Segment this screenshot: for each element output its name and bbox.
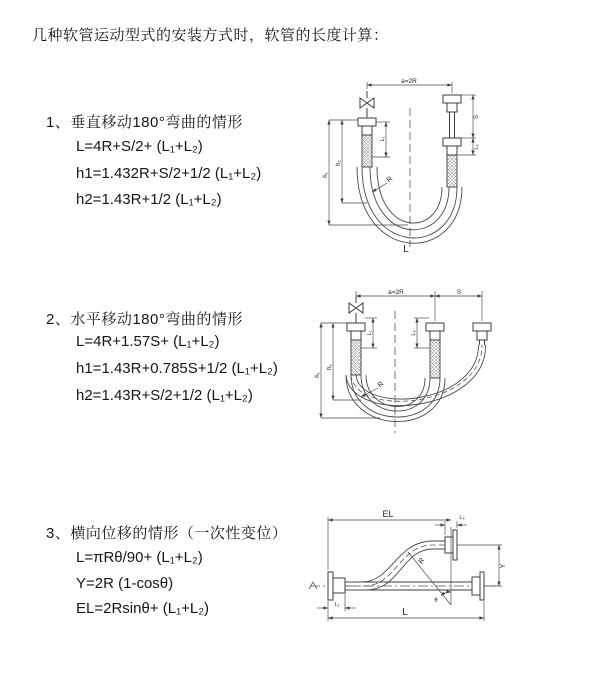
section-2-formula-L: L=4R+1.57S+ (L₁+L₂) xyxy=(76,333,220,350)
dim-s xyxy=(461,95,480,138)
section-1-formula-h2: h2=1.43R+1/2 (L₁+L₂) xyxy=(76,191,222,208)
dim-label-r: R xyxy=(376,380,386,390)
dim-a2r xyxy=(367,78,452,93)
dim-label-s: S xyxy=(474,114,480,120)
right-fitting xyxy=(473,323,491,345)
dim-label-y: Y xyxy=(500,563,507,569)
dim-label-r: R xyxy=(385,175,395,185)
section-1-heading: 1、垂直移动180°弯曲的情形 xyxy=(46,114,243,131)
section-2-formula-h1: h1=1.43R+0.785S+1/2 (L₁+L₂) xyxy=(76,360,278,377)
dim-s xyxy=(435,289,482,296)
dim-label-el: EL xyxy=(382,509,394,519)
section-2-heading: 2、水平移动180°弯曲的情形 xyxy=(46,311,243,328)
dim-label-h1: h₁ xyxy=(323,172,329,178)
dim-label-length: L xyxy=(402,607,408,618)
dim-label-l1: L₁ xyxy=(334,602,340,608)
dim-l1 xyxy=(372,122,390,157)
dim-label-a2r: a=2R xyxy=(388,289,404,296)
dim-label-l2: L₂ xyxy=(459,515,465,521)
left-fitting xyxy=(328,572,345,600)
left-fitting xyxy=(347,323,365,375)
radius-leader xyxy=(372,176,394,192)
dim-label-theta: θ xyxy=(434,598,438,604)
dim-label-a2r: a=2R xyxy=(401,78,417,85)
break-mark-icon xyxy=(309,582,317,589)
section-1-formula-h1: h1=1.432R+S/2+1/2 (L₁+L₂) xyxy=(76,165,262,182)
section-1-formula-L: L=4R+S/2+ (L₁+L₂) xyxy=(76,138,203,155)
section-3-heading: 3、横向位移的情形（一次性变位） xyxy=(46,525,288,542)
diagram-vertical-180-bend xyxy=(305,75,505,255)
hose-u-bend xyxy=(357,167,462,243)
diagram-horizontal-180-bend xyxy=(303,283,505,445)
dim-label-r: R xyxy=(417,556,427,566)
middle-fitting xyxy=(426,323,444,378)
diagram-lateral-displacement xyxy=(300,505,515,630)
section-3-formula-EL: EL=2Rsinθ+ (L₁+L₂) xyxy=(76,600,210,617)
page-title: 几种软管运动型式的安装方式时，软管的长度计算： xyxy=(32,27,389,44)
dim-label-l1: L₁ xyxy=(380,136,386,142)
section-2-formula-h2: h2=1.43R+S/2+1/2 (L₁+L₂) xyxy=(76,387,253,404)
dim-length xyxy=(328,601,484,621)
dim-label-h1: h₁ xyxy=(315,372,321,378)
section-3-formula-Y: Y=2R (1-cosθ) xyxy=(76,575,174,592)
dim-label-h2: h₂ xyxy=(336,160,342,166)
dim-label-h2: h₂ xyxy=(327,364,333,370)
section-3-formula-L: L=πRθ/90+ (L₁+L₂) xyxy=(76,549,203,566)
dim-label-s: S xyxy=(456,289,462,296)
dim-label-length: L xyxy=(403,244,409,255)
dim-l1 xyxy=(317,594,356,611)
dim-label-l2: L₂ xyxy=(474,144,480,150)
valve-icon xyxy=(360,91,374,118)
right-fitting xyxy=(443,95,461,187)
left-fitting xyxy=(358,118,376,167)
dim-label-l2: L₂ xyxy=(411,330,417,336)
hose-s-curve xyxy=(345,530,457,590)
dim-a2r xyxy=(356,289,482,321)
dim-h1 xyxy=(315,323,380,418)
dim-el xyxy=(328,509,451,570)
hose-u-bend-moved xyxy=(346,345,486,406)
hose-u-bend xyxy=(346,375,445,422)
dim-label-l1: L₁ xyxy=(367,330,373,336)
